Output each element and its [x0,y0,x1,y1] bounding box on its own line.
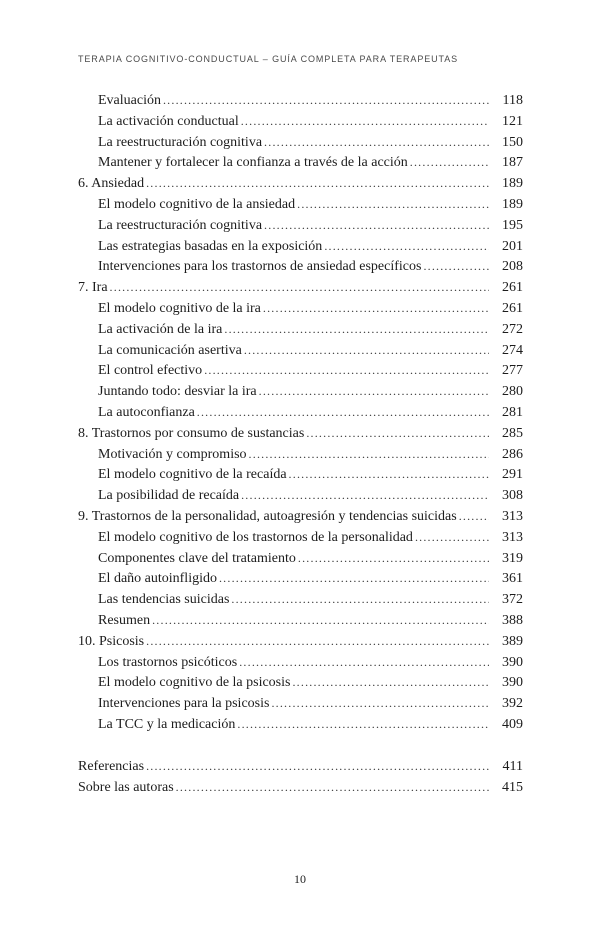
toc-chapter-label: Referencias [78,758,145,774]
toc-entry[interactable] [78,527,523,548]
toc-chapter[interactable] [78,631,523,652]
toc-entry-label: Componentes clave del tratamiento [98,550,296,566]
toc-entry-page: 313 [502,529,523,545]
toc-entry-label: La reestructuración cognitiva [98,134,263,150]
toc-chapter-label: 8. Trastornos por consumo de sustancias [78,425,305,441]
toc-entry-label: El modelo cognitivo de la psicosis [98,675,291,691]
toc-entry-label: El control efectivo [98,363,203,379]
dot-leader [324,236,489,257]
dot-leader [289,464,489,485]
toc-entry-page: 121 [502,113,523,129]
toc-entry[interactable] [78,215,523,236]
toc-chapter-label: 6. Ansiedad [78,176,145,192]
dot-leader [237,714,489,735]
toc-entry-label: Juntando todo: desviar la ira [98,384,257,400]
toc-entry-label: Resumen [98,612,151,628]
toc-entry-page: 277 [502,363,523,379]
toc-entry-label: El modelo cognitivo de la recaída [98,467,287,483]
dot-leader [264,132,489,153]
toc-chapter[interactable] [78,506,523,527]
dot-leader [163,90,489,111]
toc-chapter[interactable] [78,777,523,798]
toc-entry-label: Mantener y fortalecer la confianza a través de la acción [98,155,408,171]
dot-leader [146,173,489,194]
running-head: TERAPIA COGNITIVO-CONDUCTUAL – GUÍA COMPLETA PARA TERAPEUTAS [78,54,459,64]
toc-entry-label: El modelo cognitivo de la ansiedad [98,196,296,212]
toc-entry[interactable] [78,132,523,153]
toc-entry[interactable] [78,402,523,423]
toc-entry-page: 392 [502,696,523,712]
toc-entry[interactable] [78,90,523,111]
toc-chapter[interactable] [78,173,523,194]
dot-leader [244,340,489,361]
toc-entry[interactable] [78,652,523,673]
toc-entry-page: 208 [502,259,523,275]
toc-entry-label: Intervenciones para la psicosis [98,696,270,712]
toc-entry[interactable] [78,340,523,361]
toc-entry-label: Las estrategias basadas en la exposición [98,238,323,254]
toc-entry[interactable] [78,548,523,569]
toc-entry-page: 415 [502,779,523,795]
toc-entry-label: La activación conductual [98,113,239,129]
dot-leader [410,152,489,173]
toc-chapter-label: 9. Trastornos de la personalidad, autoagresión y tendencias suicidas [78,508,457,524]
dot-leader [264,215,489,236]
dot-leader [224,319,489,340]
toc-entry-page: 409 [502,716,523,732]
toc-entry-page: 261 [502,300,523,316]
toc-entry-page: 361 [502,571,523,587]
toc-entry-page: 195 [502,217,523,233]
dot-leader [423,256,489,277]
dot-leader [298,548,489,569]
toc-entry[interactable] [78,610,523,631]
toc-chapter-label: Sobre las autoras [78,779,174,795]
dot-leader [292,672,489,693]
dot-leader [146,756,489,777]
toc-entry-page: 201 [502,238,523,254]
toc-entry[interactable] [78,319,523,340]
toc-entry-page: 388 [502,612,523,628]
dot-leader [263,298,489,319]
toc-entry-page: 189 [502,176,523,192]
dot-leader [110,277,489,298]
toc-entry-page: 372 [502,592,523,608]
toc-entry-label: Motivación y compromiso [98,446,247,462]
toc-entry[interactable] [78,589,523,610]
toc-entry-page: 390 [502,675,523,691]
toc-chapter[interactable] [78,756,523,777]
toc-entry-label: La activación de la ira [98,321,223,337]
toc-entry-page: 280 [502,384,523,400]
toc-entry-label: Intervenciones para los trastornos de ansiedad específicos [98,259,422,275]
toc-entry-label: El daño autoinfligido [98,571,217,587]
toc-entry-label: Los trastornos psicóticos [98,654,238,670]
toc-entry[interactable] [78,194,523,215]
toc-entry[interactable] [78,672,523,693]
toc-entry-label: La posibilidad de recaída [98,488,240,504]
toc-entry[interactable] [78,444,523,465]
dot-leader [241,111,489,132]
toc-entry-label: La autoconfianza [98,404,195,420]
dot-leader [271,693,489,714]
toc-chapter-label: 7. Ira [78,280,108,296]
toc-entry-label: La TCC y la medicación [98,716,236,732]
toc-chapter[interactable] [78,277,523,298]
toc-entry-label: Las tendencias suicidas [98,592,230,608]
toc-entry[interactable] [78,360,523,381]
toc-entry[interactable] [78,693,523,714]
toc-entry-page: 261 [502,280,523,296]
toc-entry-label: La reestructuración cognitiva [98,217,263,233]
toc-entry-label: El modelo cognitivo de la ira [98,300,261,316]
toc-entry-page: 274 [502,342,523,358]
toc-entry-page: 286 [502,446,523,462]
toc-entry-page: 291 [502,467,523,483]
dot-leader [204,360,489,381]
toc-entry-page: 118 [502,93,523,108]
toc-entry[interactable] [78,464,523,485]
toc-entry[interactable] [78,714,523,735]
toc-entry-label: El modelo cognitivo de los trastornos de la personalidad [98,529,413,545]
toc-entry[interactable] [78,381,523,402]
dot-leader [146,631,489,652]
toc-entry-page: 285 [502,425,523,441]
dot-leader [249,444,489,465]
toc-entry[interactable] [78,298,523,319]
dot-leader [297,194,489,215]
dot-leader [197,402,489,423]
toc-entry-page: 150 [502,134,523,150]
toc-entry-page: 187 [502,155,523,171]
toc-entry-label: La comunicación asertiva [98,342,242,358]
toc-entry-page: 281 [502,404,523,420]
toc-entry-page: 390 [502,654,523,670]
dot-leader [241,485,489,506]
toc-entry-page: 411 [502,758,523,774]
toc-entry-label: Evaluación [98,93,161,108]
page-number: 10 [294,872,306,886]
table-of-contents [78,90,523,797]
toc-entry[interactable] [78,236,523,257]
toc-entry-page: 189 [502,196,523,212]
toc-entry[interactable] [78,111,523,132]
toc-entry-page: 389 [502,633,523,649]
toc-entry-page: 308 [502,488,523,504]
dot-leader [459,506,489,527]
dot-leader [239,652,489,673]
dot-leader [306,423,489,444]
dot-leader [219,568,489,589]
dot-leader [176,777,489,798]
toc-chapter[interactable] [78,423,523,444]
dot-leader [259,381,489,402]
toc-entry[interactable] [78,256,523,277]
dot-leader [231,589,489,610]
dot-leader [152,610,489,631]
toc-entry-page: 313 [502,508,523,524]
toc-entry[interactable] [78,568,523,589]
toc-chapter-label: 10. Psicosis [78,633,145,649]
toc-entry[interactable] [78,152,523,173]
dot-leader [415,527,489,548]
toc-entry[interactable] [78,485,523,506]
toc-entry-page: 272 [502,321,523,337]
toc-entry-page: 319 [502,550,523,566]
